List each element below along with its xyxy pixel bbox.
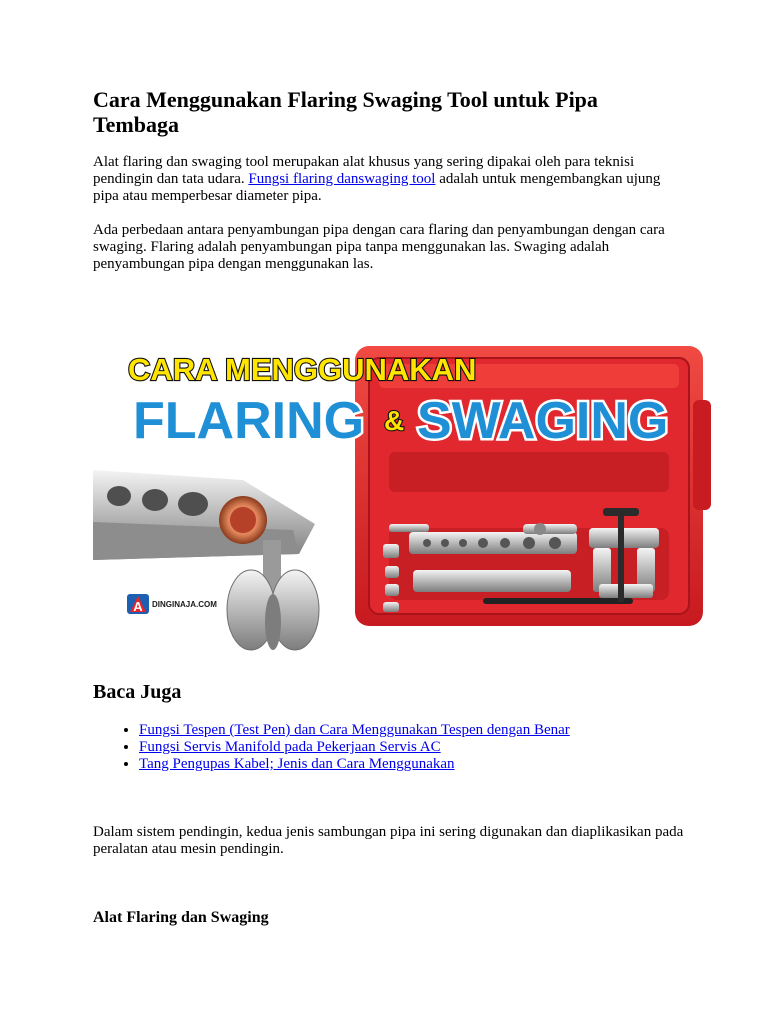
related-item <box>139 756 570 773</box>
related-link[interactable]: Tang Pengupas Kabel; Jenis dan Cara Menggunakan <box>139 756 455 772</box>
related-item <box>139 722 570 739</box>
image-headline-right: SWAGING <box>417 392 669 450</box>
related-links-list <box>93 722 570 773</box>
hero-image <box>93 292 713 660</box>
related-item <box>139 739 570 756</box>
section-subheading: Alat Flaring dan Swaging <box>93 909 269 926</box>
intro-paragraph <box>93 154 688 205</box>
logo-letter: A <box>133 599 143 614</box>
related-link[interactable]: Fungsi Tespen (Test Pen) dan Cara Menggunakan Tespen dengan Benar <box>139 722 570 738</box>
related-heading: Baca Juga <box>93 681 182 703</box>
intro-text-before: Alat flaring dan swaging tool merupakan alat khusus yang sering dipakai oleh para teknisi pendingin dan tata udara. <box>93 154 635 187</box>
intro-link[interactable]: Fungsi flaring danswaging tool <box>248 171 436 187</box>
pipe-cutter-icon <box>523 523 577 535</box>
article-title: Cara Menggunakan Flaring Swaging Tool untuk Pipa Tembaga <box>93 87 598 137</box>
image-headline-top: CARA MENGGUNAKAN <box>128 352 477 387</box>
difference-paragraph: Ada perbedaan antara penyambungan pipa dengan cara flaring dan penyambungan dengan cara swaging. Flaring adalah penyambungan pipa tanpa menggunakan las. Swaging adalah penyambungan pipa dengan menggunakan las. <box>93 222 665 272</box>
image-headline-left: FLARING <box>133 392 365 450</box>
related-link[interactable]: Fungsi Servis Manifold pada Pekerjaan Servis AC <box>139 739 441 755</box>
image-watermark: DINGINAJA.COM <box>152 600 217 609</box>
intro-text-after: adalah untuk mengembangkan ujung pipa atau memperbesar diameter pipa. <box>93 171 661 204</box>
image-ampersand: & <box>384 405 405 436</box>
application-paragraph: Dalam sistem pendingin, kedua jenis sambungan pipa ini sering digunakan dan diaplikasikan pada peralatan atau mesin pendingin. <box>93 824 684 857</box>
